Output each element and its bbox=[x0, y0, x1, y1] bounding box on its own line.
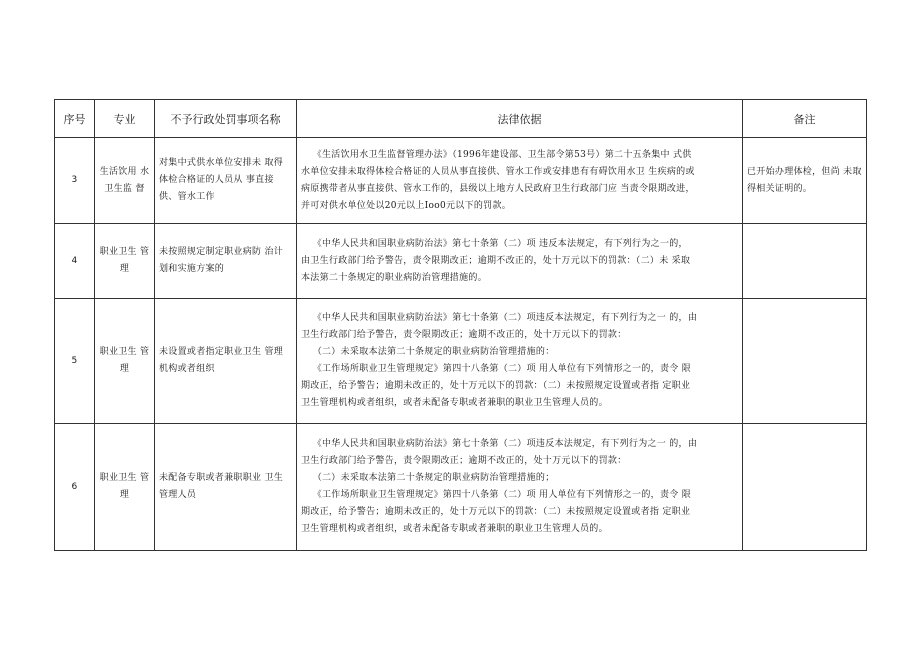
row-note bbox=[743, 424, 867, 551]
row-seq: 5 bbox=[55, 299, 95, 424]
row-note bbox=[743, 224, 867, 299]
law-line: 期改正，给予警告；逾期未改正的，处十万元以下的罚款：（二）未按照规定设置或者指 定职业 bbox=[301, 381, 691, 391]
penalty-exemption-table bbox=[54, 99, 867, 551]
row-item: 未设置或者指定职业卫生 管理机构或者组织 bbox=[155, 299, 297, 424]
table-row bbox=[55, 424, 867, 551]
row-seq: 4 bbox=[55, 224, 95, 299]
row-note bbox=[743, 299, 867, 424]
table-row bbox=[55, 138, 867, 224]
header-item: 不予行政处罚事项名称 bbox=[155, 100, 297, 138]
law-line: 《中华人民共和国职业病防治法》第七十条第（二）项违反本法规定，有下列行为之一 的，由 bbox=[312, 313, 698, 323]
law-line: 卫生管理机构或者组织，或者未配备专职或者兼职的职业卫生管理人员的。 bbox=[301, 524, 608, 534]
table-header-row bbox=[55, 100, 867, 138]
law-line: 水单位安排未取得体检合格证的人员从事直接供、管水工作或安排患有有碍饮用水卫 生疾病的或 bbox=[301, 166, 695, 177]
row-note: 已开始办理体检，但尚 未取得相关证明的。 bbox=[743, 138, 867, 224]
law-line: 病原携带者从事直接供、管水工作的，县级以上地方人民政府卫生行政部门应 当责令限期改进， bbox=[301, 183, 695, 194]
table-row bbox=[55, 299, 867, 424]
row-field: 生活饮用 水卫生监 督 bbox=[95, 138, 155, 224]
law-line: 《工作场所职业卫生管理规定》第四十八条第（二）项 用人单位有下列情形之一的，责令 限 bbox=[312, 490, 692, 500]
law-line: 卫生行政部门给予警告，责令限期改正；逾期不改正的，处十万元以下的罚款： bbox=[301, 330, 627, 340]
header-note: 备注 bbox=[743, 100, 867, 138]
law-line: 期改正，给予警告；逾期未改正的，处十万元以下的罚款：（二）未按照规定设置或者指 定职业 bbox=[301, 507, 691, 517]
table-row bbox=[55, 224, 867, 299]
row-seq: 6 bbox=[55, 424, 95, 551]
row-item: 未按照规定制定职业病防 治计划和实施方案的 bbox=[155, 224, 297, 299]
law-line: 本法第二十条规定的职业病防治管理措施的。 bbox=[301, 272, 488, 283]
row-field: 职业卫生 管理 bbox=[95, 424, 155, 551]
law-line: 《中华人民共和国职业病防治法》第七十条第（二）项 违反本法规定，有下列行为之一的， bbox=[312, 238, 688, 249]
row-field: 职业卫生 管理 bbox=[95, 224, 155, 299]
row-law bbox=[297, 424, 743, 551]
row-item: 未配备专职或者兼职职业 卫生管理人员 bbox=[155, 424, 297, 551]
header-law: 法律依据 bbox=[297, 100, 743, 138]
header-field: 专业 bbox=[95, 100, 155, 138]
row-law bbox=[297, 299, 743, 424]
law-line: 卫生管理机构或者组织，或者未配备专职或者兼职的职业卫生管理人员的。 bbox=[301, 398, 608, 408]
law-line: （二）未采取本法第二十条规定的职业病防治管理措施的： bbox=[312, 347, 555, 357]
row-seq: 3 bbox=[55, 138, 95, 224]
row-field: 职业卫生 管理 bbox=[95, 299, 155, 424]
row-item: 对集中式供水单位安排未 取得体检合格证的人员从 事直接供、管水工作 bbox=[155, 138, 297, 224]
row-law bbox=[297, 138, 743, 224]
law-line: 卫生行政部门给予警告，责令限期改正；逾期不改正的，处十万元以下的罚款： bbox=[301, 456, 627, 466]
law-line: 《工作场所职业卫生管理规定》第四十八条第（二）项 用人单位有下列情形之一的，责令 限 bbox=[312, 364, 692, 374]
row-law bbox=[297, 224, 743, 299]
law-line: （二）未采取本法第二十条规定的职业病防治管理措施的； bbox=[312, 473, 555, 483]
law-line: 并可对供水单位处以20元以上Ioo0元以下的罚款。 bbox=[301, 200, 512, 211]
law-line: 《生活饮用水卫生监督管理办法》（1996年建设部、卫生部令第53号）第二十五条集中 式供 bbox=[312, 149, 692, 160]
law-line: 《中华人民共和国职业病防治法》第七十条第（二）项违反本法规定，有下列行为之一 的，由 bbox=[312, 439, 698, 449]
law-line: 由卫生行政部门给予警告，责令限期改正；逾期不改正的，处十万元以下的罚款：（二）未 采取 bbox=[301, 255, 691, 266]
header-seq: 序号 bbox=[55, 100, 95, 138]
